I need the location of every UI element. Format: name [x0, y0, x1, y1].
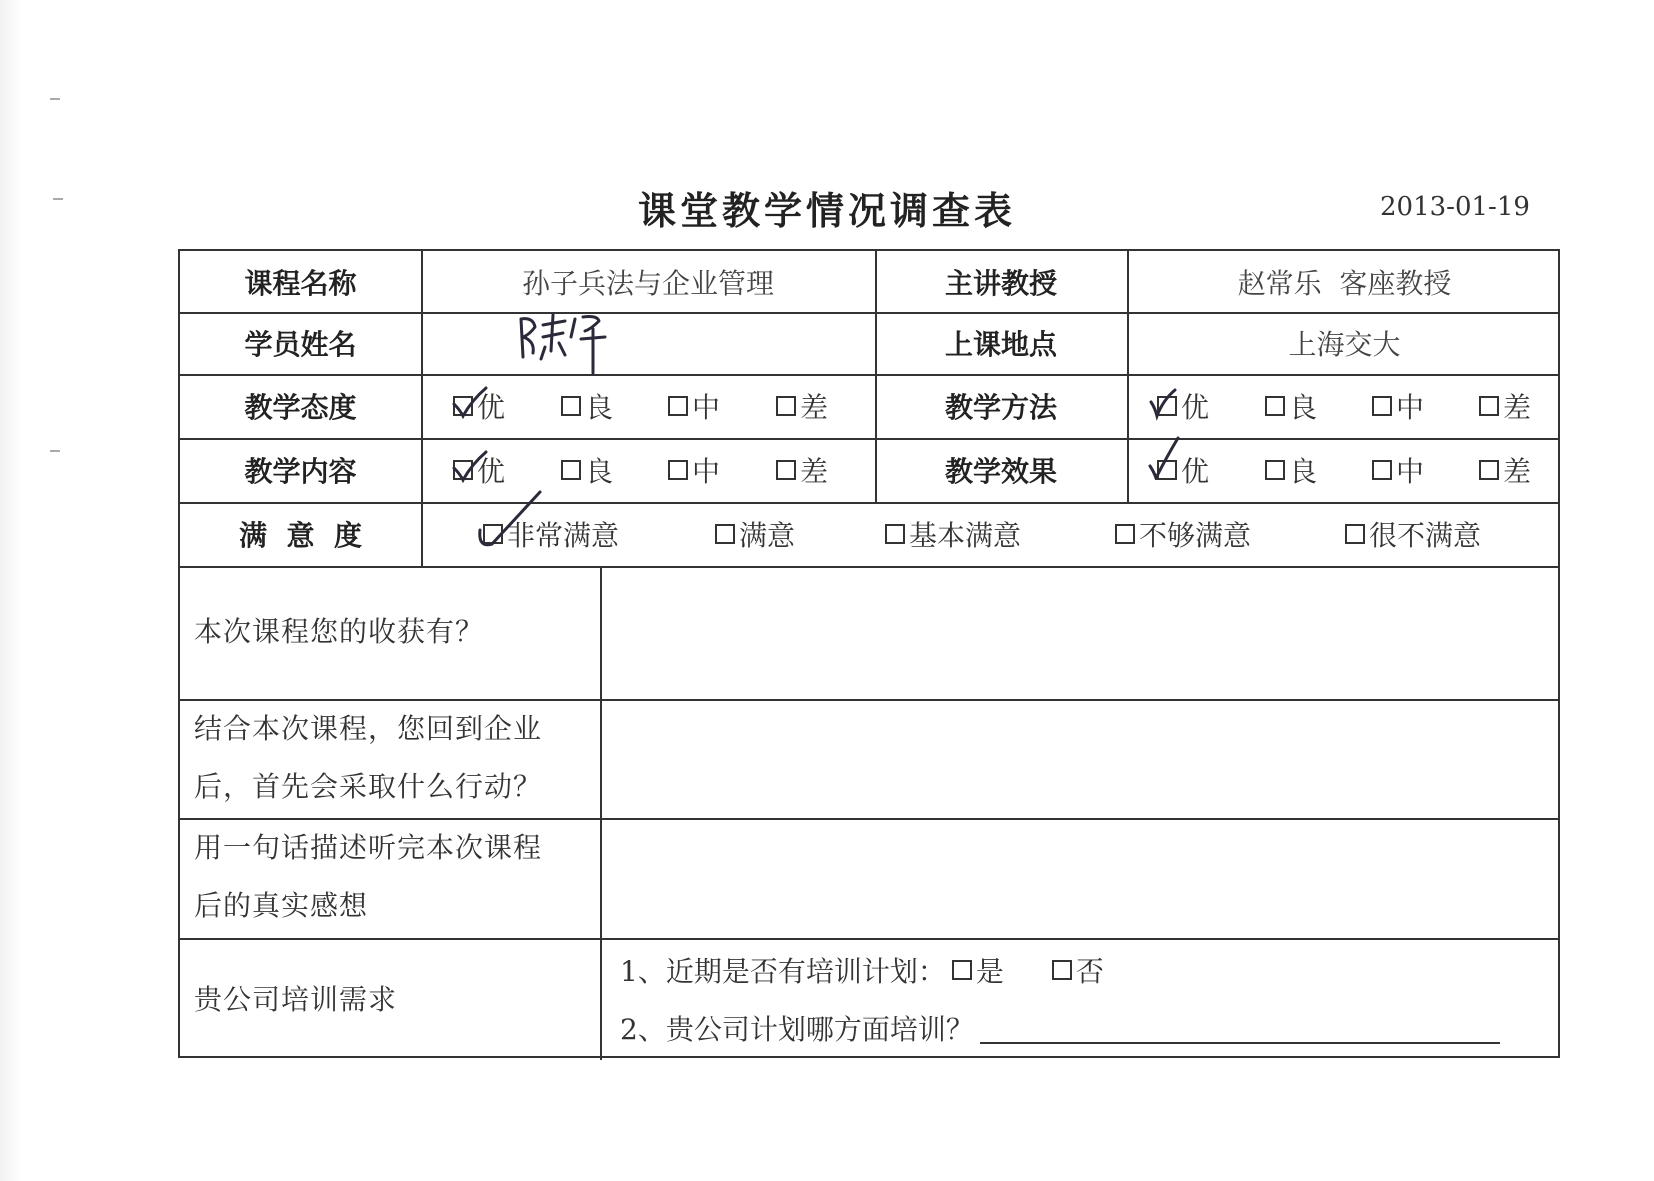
location-value: 上海交大 — [1288, 328, 1401, 361]
empty-checkbox-icon[interactable] — [1265, 460, 1285, 480]
training-area-question: 2、贵公司计划哪方面培训？ — [620, 1006, 1500, 1050]
empty-checkbox-icon[interactable] — [561, 396, 581, 416]
satisfaction-label: 满 意 度 — [239, 519, 362, 552]
attitude-option-good[interactable]: 良 — [561, 386, 613, 426]
scan-mark — [50, 450, 60, 452]
empty-checkbox-icon[interactable] — [1372, 396, 1392, 416]
training-needs-label: 贵公司培训需求 — [194, 983, 398, 1016]
training-plan-yes[interactable]: 是 — [952, 950, 1004, 990]
handwritten-check-icon — [1145, 386, 1185, 422]
method-option-fair[interactable]: 中 — [1372, 386, 1424, 426]
handwritten-check-icon — [450, 450, 490, 486]
content-option-excellent[interactable]: 优 — [453, 450, 505, 490]
attitude-option-fair[interactable]: 中 — [668, 386, 720, 426]
student-name-field[interactable] — [421, 312, 875, 374]
feeling-question: 用一句话描述听完本次课程 后的真实感想 — [194, 831, 543, 922]
handwritten-check-icon — [450, 386, 490, 422]
attitude-option-excellent[interactable]: 优 — [453, 386, 505, 426]
action-answer-field[interactable] — [600, 699, 1562, 818]
satisfaction-very-satisfied[interactable]: 非常满意 — [483, 514, 619, 554]
course-name-label: 课程名称 — [244, 266, 357, 300]
effect-option-excellent[interactable]: 优 — [1157, 450, 1209, 490]
form-date: 2013-01-19 — [1380, 192, 1530, 222]
empty-checkbox-icon[interactable] — [668, 460, 688, 480]
course-name-value: 孙子兵法与企业管理 — [521, 266, 774, 300]
scan-mark — [50, 98, 60, 100]
teaching-method-options — [1127, 374, 1562, 438]
empty-checkbox-icon[interactable] — [952, 960, 972, 980]
empty-checkbox-icon[interactable] — [1479, 460, 1499, 480]
satisfaction-very-dissatisfied[interactable]: 很不满意 — [1345, 514, 1481, 554]
handwritten-check-icon — [474, 490, 544, 552]
professor-value: 赵常乐 客座教授 — [1237, 266, 1452, 300]
empty-checkbox-icon[interactable] — [1345, 524, 1365, 544]
empty-checkbox-icon[interactable] — [885, 524, 905, 544]
empty-checkbox-icon[interactable] — [668, 396, 688, 416]
training-area-answer-line[interactable] — [980, 1012, 1500, 1044]
empty-checkbox-icon[interactable] — [1479, 396, 1499, 416]
teaching-attitude-label: 教学态度 — [244, 391, 357, 424]
empty-checkbox-icon[interactable] — [1052, 960, 1072, 980]
gain-question: 本次课程您的收获有？ — [194, 615, 485, 648]
handwritten-signature — [513, 307, 613, 377]
empty-checkbox-icon[interactable] — [776, 460, 796, 480]
satisfaction-options — [421, 502, 1562, 566]
form-title: 课堂教学情况调查表 — [637, 189, 1016, 233]
empty-checkbox-icon[interactable] — [776, 396, 796, 416]
handwritten-check-icon — [1146, 436, 1186, 480]
gain-answer-field[interactable] — [600, 566, 1562, 699]
empty-checkbox-icon[interactable] — [715, 524, 735, 544]
empty-checkbox-icon[interactable] — [1265, 396, 1285, 416]
teaching-effect-options — [1127, 438, 1562, 502]
row-divider — [180, 938, 1558, 940]
location-label: 上课地点 — [944, 328, 1057, 361]
method-option-good[interactable]: 良 — [1265, 386, 1317, 426]
professor-label: 主讲教授 — [944, 266, 1057, 300]
training-plan-question: 1、近期是否有培训计划： 是 否 — [620, 948, 1104, 992]
empty-checkbox-icon[interactable] — [561, 460, 581, 480]
teaching-content-label: 教学内容 — [244, 455, 357, 488]
feeling-answer-field[interactable] — [600, 818, 1562, 938]
satisfaction-satisfied[interactable]: 满意 — [715, 514, 795, 554]
student-name-label: 学员姓名 — [244, 328, 357, 361]
attitude-option-poor[interactable]: 差 — [776, 386, 828, 426]
survey-form — [178, 249, 1560, 1058]
satisfaction-basically-satisfied[interactable]: 基本满意 — [885, 514, 1021, 554]
content-option-good[interactable]: 良 — [561, 450, 613, 490]
action-question: 结合本次课程，您回到企业 后，首先会采取什么行动？ — [194, 712, 543, 803]
teaching-effect-label: 教学效果 — [944, 455, 1057, 488]
effect-option-poor[interactable]: 差 — [1479, 450, 1531, 490]
content-option-fair[interactable]: 中 — [668, 450, 720, 490]
content-option-poor[interactable]: 差 — [776, 450, 828, 490]
empty-checkbox-icon[interactable] — [1115, 524, 1135, 544]
method-option-excellent[interactable]: 优 — [1157, 386, 1209, 426]
empty-checkbox-icon[interactable] — [1372, 460, 1392, 480]
scan-edge — [0, 0, 22, 1181]
satisfaction-not-enough[interactable]: 不够满意 — [1115, 514, 1251, 554]
training-plan-no[interactable]: 否 — [1052, 950, 1104, 990]
effect-option-fair[interactable]: 中 — [1372, 450, 1424, 490]
effect-option-good[interactable]: 良 — [1265, 450, 1317, 490]
method-option-poor[interactable]: 差 — [1479, 386, 1531, 426]
teaching-method-label: 教学方法 — [944, 391, 1057, 424]
